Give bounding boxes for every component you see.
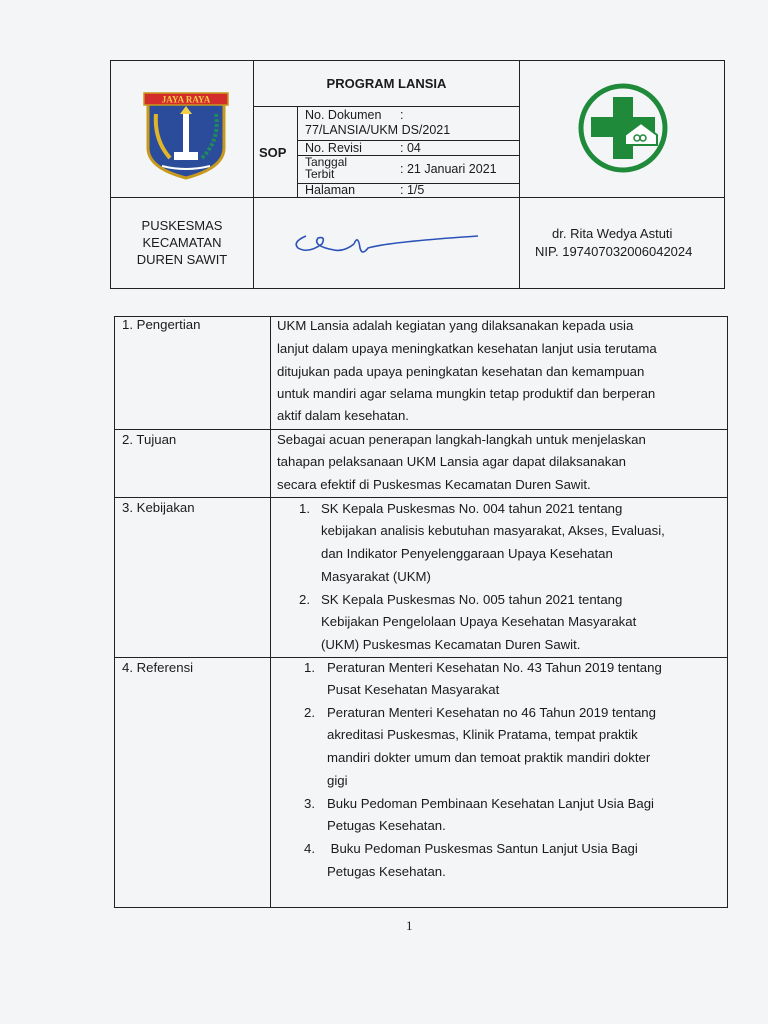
signature [288,222,483,262]
pengertian-line: aktif dalam kesehatan. [277,408,409,423]
section-label-referensi: 4. Referensi [122,660,194,675]
puskesmas-logo [575,83,671,173]
kebijakan-item-number: 1. [299,501,310,516]
kebijakan-line: SK Kepala Puskesmas No. 005 tahun 2021 tentang [321,592,623,607]
field-tanggal-label: Tanggal [305,155,348,169]
pengertian-line: UKM Lansia adalah kegiatan yang dilaksanakan kepada usia [277,318,634,333]
field-no-revisi-label: No. Revisi [305,141,362,155]
referensi-item-number: 1. [304,660,315,675]
referensi-line: Petugas Kesehatan. [327,818,446,833]
kebijakan-line: Masyarakat (UKM) [321,569,431,584]
svg-text:JAYA RAYA: JAYA RAYA [161,94,211,105]
referensi-line: Peraturan Menteri Kesehatan No. 43 Tahun 2019 tentang [327,660,662,675]
org-line-3: DUREN SAWIT [136,252,228,267]
tujuan-line: secara efektif di Puskesmas Kecamatan Duren Sawit. [277,477,591,492]
section-label-kebijakan: 3. Kebijakan [122,500,195,515]
page-number: 1 [406,918,413,933]
referensi-item-number: 3. [304,796,315,811]
referensi-line: Buku Pedoman Puskesmas Santun Lanjut Usia Bagi [327,841,638,856]
referensi-line: Buku Pedoman Pembinaan Kesehatan Lanjut Usia Bagi [327,796,654,811]
field-no-dokumen-label: No. Dokumen [305,108,382,122]
field-halaman-label: Halaman [305,183,356,197]
section-label-tujuan: 2. Tujuan [122,432,177,447]
jaya-raya-logo [140,90,232,180]
pengertian-line: untuk mandiri agar selama mungkin tetap produktif dan berperan [277,386,656,401]
referensi-line: mandiri dokter umum dan temoat praktik mandiri dokter [327,750,651,765]
kebijakan-line: Kebijakan Pengelolaan Upaya Kesehatan Masyarakat [321,614,637,629]
field-no-revisi-value: : 04 [400,141,421,155]
tujuan-line: Sebagai acuan penerapan langkah-langkah untuk menjelaskan [277,432,646,447]
referensi-line: Peraturan Menteri Kesehatan no 46 Tahun 2019 tentang [327,705,656,720]
referensi-line: akreditasi Puskesmas, Klinik Pratama, tempat praktik [327,727,638,742]
kebijakan-line: SK Kepala Puskesmas No. 004 tahun 2021 tentang [321,501,623,516]
referensi-item-number: 2. [304,705,315,720]
signer-name: dr. Rita Wedya Astuti [552,226,673,241]
kebijakan-line: dan Indikator Penyelenggaraan Upaya Kesehatan [321,546,613,561]
field-halaman-value: : 1/5 [400,183,425,197]
kebijakan-line: (UKM) Puskesmas Kecamatan Duren Sawit. [321,637,581,652]
referensi-line: gigi [327,773,348,788]
sop-label: SOP [259,145,287,160]
referensi-item-number: 4. [304,841,315,856]
org-line-1: PUSKESMAS [141,218,223,233]
field-no-dokumen-value: 77/LANSIA/UKM DS/2021 [305,123,451,137]
signer-nip: NIP. 197407032006042024 [535,244,693,259]
pengertian-line: ditujukan pada upaya peningkatan kesehatan dan kemampuan [277,364,645,379]
section-label-pengertian: 1. Pengertian [122,317,201,332]
pengertian-line: lanjut dalam upaya meningkatkan kesehatan lanjut usia terutama [277,341,657,356]
referensi-line: Petugas Kesehatan. [327,864,446,879]
field-terbit-label: Terbit [305,167,335,181]
referensi-line: Pusat Kesehatan Masyarakat [327,682,500,697]
org-line-2: KECAMATAN [142,235,222,250]
field-terbit-value: : 21 Januari 2021 [400,162,497,176]
field-no-dokumen-colon: : [400,108,404,122]
kebijakan-item-number: 2. [299,592,310,607]
kebijakan-line: kebijakan analisis kebutuhan masyarakat, Akses, Evaluasi, [321,523,665,538]
document-title: PROGRAM LANSIA [326,76,447,91]
tujuan-line: tahapan pelaksanaan UKM Lansia agar dapat dilaksanakan [277,454,626,469]
